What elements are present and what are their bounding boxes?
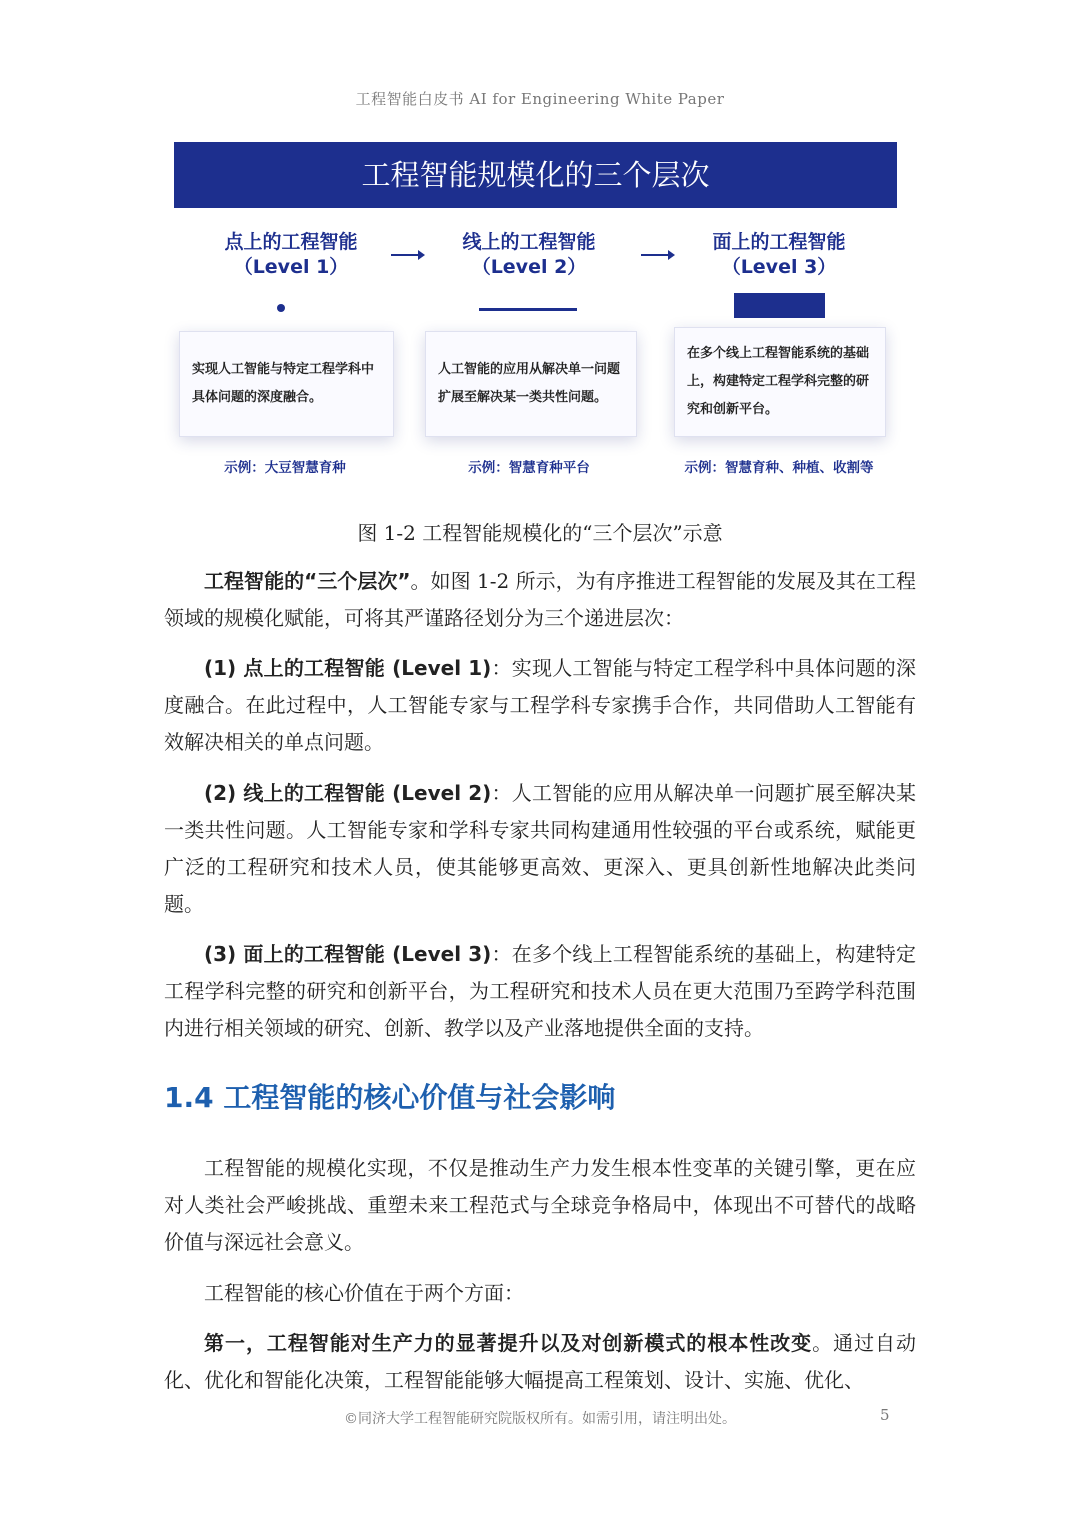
value-paragraph-1-text: 工程智能的规模化实现，不仅是推动生产力发生根本性变革的关键引擎，更在应对人类社会严峻挑战、重塑未来工程范式与全球竞争格局中，体现出不可替代的战略价值与深远社会意义。 xyxy=(164,1156,916,1254)
level-1-title xyxy=(161,230,421,280)
level-1-name: 点上的工程智能 xyxy=(224,231,358,253)
level-3-description: 在多个线上工程智能系统的基础上，构建特定工程学科完整的研究和创新平台。 xyxy=(687,346,870,417)
level-3-paragraph xyxy=(164,936,916,1047)
figure-banner-title: 工程智能规模化的三个层次 xyxy=(174,142,897,208)
arrow-right-icon xyxy=(641,254,673,256)
level-2-name: 线上的工程智能 xyxy=(462,231,596,253)
level-3-name: 面上的工程智能 xyxy=(712,231,846,253)
level-3-text: ：在多个线上工程智能系统的基础上，构建特定工程学科完整的研究和创新平台，为工程研究和技术人员在更大范围乃至跨学科范围内进行相关领域的研究、创新、教学以及产业落地提供全面的支持。 xyxy=(164,942,916,1040)
intro-text: 。如图 1-2 所示，为有序推进工程智能的发展及其在工程领域的规模化赋能，可将其严谨路径划分为三个递进层次： xyxy=(164,569,916,630)
arrow-right-icon xyxy=(391,254,423,256)
level-2-heading: (2) 线上的工程智能 (Level 2) xyxy=(204,781,492,805)
area-marker-icon xyxy=(734,293,825,318)
level-2-example: 示例：智慧育种平台 xyxy=(468,460,590,476)
value-paragraph-2-text: 工程智能的核心价值在于两个方面： xyxy=(204,1281,524,1305)
section-title: 1.4 工程智能的核心价值与社会影响 xyxy=(164,1081,616,1114)
value-paragraph-1 xyxy=(164,1150,916,1261)
level-1-example: 示例：大豆智慧育种 xyxy=(224,460,346,476)
level-2-card xyxy=(425,331,637,437)
level-1-text: ：实现人工智能与特定工程学科中具体问题的深度融合。在此过程中，人工智能专家与工程学科专家携手合作，共同借助人工智能有效解决相关的单点问题。 xyxy=(164,656,916,754)
level-3-example: 示例：智慧育种、种植、收割等 xyxy=(684,460,874,476)
level-2-label: （Level 2） xyxy=(471,256,587,278)
value-paragraph-2 xyxy=(164,1275,916,1312)
value-paragraph-3 xyxy=(164,1325,916,1399)
level-2-text: ：人工智能的应用从解决单一问题扩展至解决某一类共性问题。人工智能专家和学科专家共同构建通用性较强的平台或系统，赋能更广泛的工程研究和技术人员，使其能够更高效、更深入、更具创新性地解决此类问题。 xyxy=(164,781,916,916)
level-2-paragraph xyxy=(164,775,916,923)
level-2-title xyxy=(399,230,659,280)
line-marker-icon xyxy=(479,308,577,311)
value-paragraph-3-bold: 第一，工程智能对生产力的显著提升以及对创新模式的根本性改变 xyxy=(204,1331,813,1355)
level-1-heading: (1) 点上的工程智能 (Level 1) xyxy=(204,656,492,680)
point-marker-icon xyxy=(277,304,285,312)
intro-bold: 工程智能的“三个层次” xyxy=(204,569,411,593)
level-3-title xyxy=(649,230,909,280)
level-1-card xyxy=(179,331,394,437)
level-3-heading: (3) 面上的工程智能 (Level 3) xyxy=(204,942,492,966)
intro-paragraph xyxy=(164,563,916,637)
level-2-description: 人工智能的应用从解决单一问题扩展至解决某一类共性问题。 xyxy=(438,362,621,405)
figure-caption: 图 1-2 工程智能规模化的“三个层次”示意 xyxy=(357,521,723,545)
page-number: 5 xyxy=(880,1406,890,1424)
level-1-label: （Level 1） xyxy=(233,256,349,278)
level-3-card xyxy=(674,327,886,437)
footer-copyright: ©同济大学工程智能研究院版权所有。如需引用，请注明出处。 xyxy=(344,1411,736,1427)
page-header: 工程智能白皮书 AI for Engineering White Paper xyxy=(355,90,725,108)
level-1-paragraph xyxy=(164,650,916,761)
value-paragraph-3-text: 。通过自动化、优化和智能化决策，工程智能能够大幅提高工程策划、设计、实施、优化、 xyxy=(164,1331,917,1392)
level-1-description: 实现人工智能与特定工程学科中具体问题的深度融合。 xyxy=(192,362,375,405)
level-3-label: （Level 3） xyxy=(721,256,837,278)
